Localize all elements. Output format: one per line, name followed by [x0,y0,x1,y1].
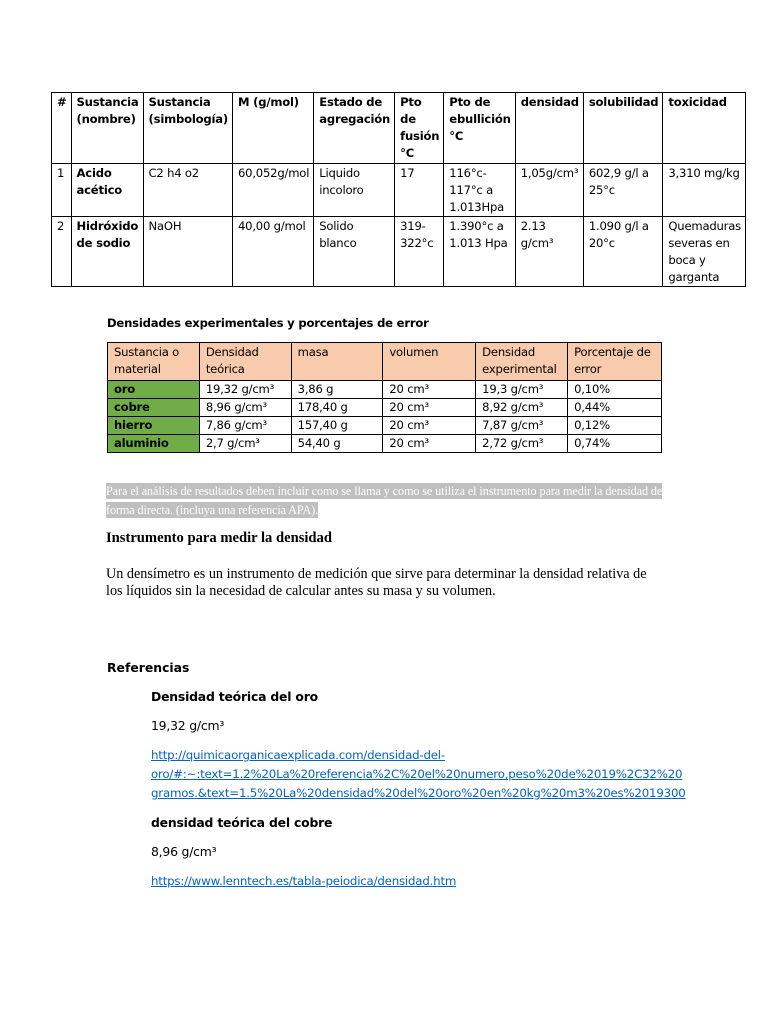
header-cell: Pto de ebullición °C [444,93,515,164]
table-cell: 0,12% [568,417,662,435]
table-cell: 1.390°c a 1.013 Hpa [444,217,515,287]
table-row [108,435,662,453]
section-title: Instrumento para medir la densidad [106,530,332,546]
density-table-title: Densidades experimentales y porcentajes de error [107,316,429,330]
table-cell: 157,40 g [291,417,383,435]
header-cell: densidad [515,93,583,164]
ref-value-oro: 19,32 g/cm³ [151,718,225,733]
ref-link-oro-line: gramos.&text=1.5%20La%20densidad%20del%20oro%20en%20kg%20m3%20es%2019300 [151,786,686,800]
table-cell: 2.13 g/cm³ [515,217,583,287]
header-cell: Porcentaje de error [568,343,662,381]
header-cell: Sustancia o material [108,343,200,381]
instruction-note-text: Para el análisis de resultados deben incluir como se llama y como se utiliza el instrumento para medir la densidad de forma directa. (incluya una referencia APA). [106,484,663,517]
material-cell: cobre [108,399,200,417]
table-cell: Quemaduras severas en boca y garganta [663,217,746,287]
ref-link-oro[interactable] [151,746,686,803]
ref-link-cobre[interactable]: https://www.lenntech.es/tabla-peiodica/densidad.htm [151,874,457,888]
table-cell: 19,32 g/cm³ [199,381,291,399]
table-row [108,417,662,435]
ref-link-oro-line: oro/#:~:text=1.2%20La%20referencia%2C%20el%20numero,peso%20de%2019%2C32%20 [151,767,683,781]
table-cell: 602,9 g/l a 25°c [583,164,663,217]
table-cell: 40,00 g/mol [232,217,313,287]
table-cell: 20 cm³ [383,399,476,417]
header-cell: toxicidad [663,93,746,164]
table-cell: 17 [395,164,444,217]
table-cell: NaOH [143,217,232,287]
table-cell: 54,40 g [291,435,383,453]
table-cell: 2,7 g/cm³ [199,435,291,453]
section-body: Un densímetro es un instrumento de medición que sirve para determinar la densidad relativa de los líquidos sin la necesidad de calcular antes su masa y su volumen. [106,566,647,599]
references-heading: Referencias [107,660,190,675]
table-cell: 19,3 g/cm³ [476,381,568,399]
table-cell: 0,10% [568,381,662,399]
header-cell: Sustancia (simbología) [143,93,232,164]
instruction-note [106,482,666,520]
ref-link-oro-block [151,746,686,803]
table-cell: 1,05g/cm³ [515,164,583,217]
ref-label-oro: Densidad teórica del oro [151,689,318,704]
table-header-row [52,93,746,164]
table-cell: Acido acético [71,164,143,217]
header-cell: M (g/mol) [232,93,313,164]
table-cell: C2 h4 o2 [143,164,232,217]
ref-label-cobre: densidad teórica del cobre [151,815,333,830]
table-row [52,164,746,217]
table-cell: 319-322°c [395,217,444,287]
ref-value-cobre: 8,96 g/cm³ [151,844,217,859]
table-cell: 1.090 g/l a 20°c [583,217,663,287]
table-cell: 20 cm³ [383,381,476,399]
table-cell: 116°c-117°c a 1.013Hpa [444,164,515,217]
table-cell: Solido blanco [314,217,395,287]
header-cell: volumen [383,343,476,381]
table-cell: 2 [52,217,72,287]
table-cell: 8,92 g/cm³ [476,399,568,417]
header-cell: Pto de fusión °C [395,93,444,164]
header-cell: Densidad teórica [199,343,291,381]
density-table [107,342,662,453]
table-cell: 20 cm³ [383,417,476,435]
header-cell: # [52,93,72,164]
table-row [52,217,746,287]
table-cell: 1 [52,164,72,217]
header-cell: Densidad experimental [476,343,568,381]
properties-table [51,92,746,287]
header-cell: Estado de agregación [314,93,395,164]
table-cell: 2,72 g/cm³ [476,435,568,453]
table-cell: 0,74% [568,435,662,453]
material-cell: hierro [108,417,200,435]
table-row [108,399,662,417]
table-cell: 60,052g/mol [232,164,313,217]
material-cell: aluminio [108,435,200,453]
table-cell: Hidróxido de sodio [71,217,143,287]
table-cell: 178,40 g [291,399,383,417]
ref-link-oro-line: http://quimicaorganicaexplicada.com/densidad-del- [151,748,445,762]
table-cell: Liquido incoloro [314,164,395,217]
header-cell: Sustancia (nombre) [71,93,143,164]
table-cell: 3,86 g [291,381,383,399]
header-cell: solubilidad [583,93,663,164]
table-cell: 20 cm³ [383,435,476,453]
table-row [108,381,662,399]
material-cell: oro [108,381,200,399]
table-cell: 3,310 mg/kg [663,164,746,217]
table-cell: 7,86 g/cm³ [199,417,291,435]
table-cell: 7,87 g/cm³ [476,417,568,435]
table-cell: 8,96 g/cm³ [199,399,291,417]
table-header-row [108,343,662,381]
header-cell: masa [291,343,383,381]
ref-link-cobre-block [151,872,671,891]
table-cell: 0,44% [568,399,662,417]
